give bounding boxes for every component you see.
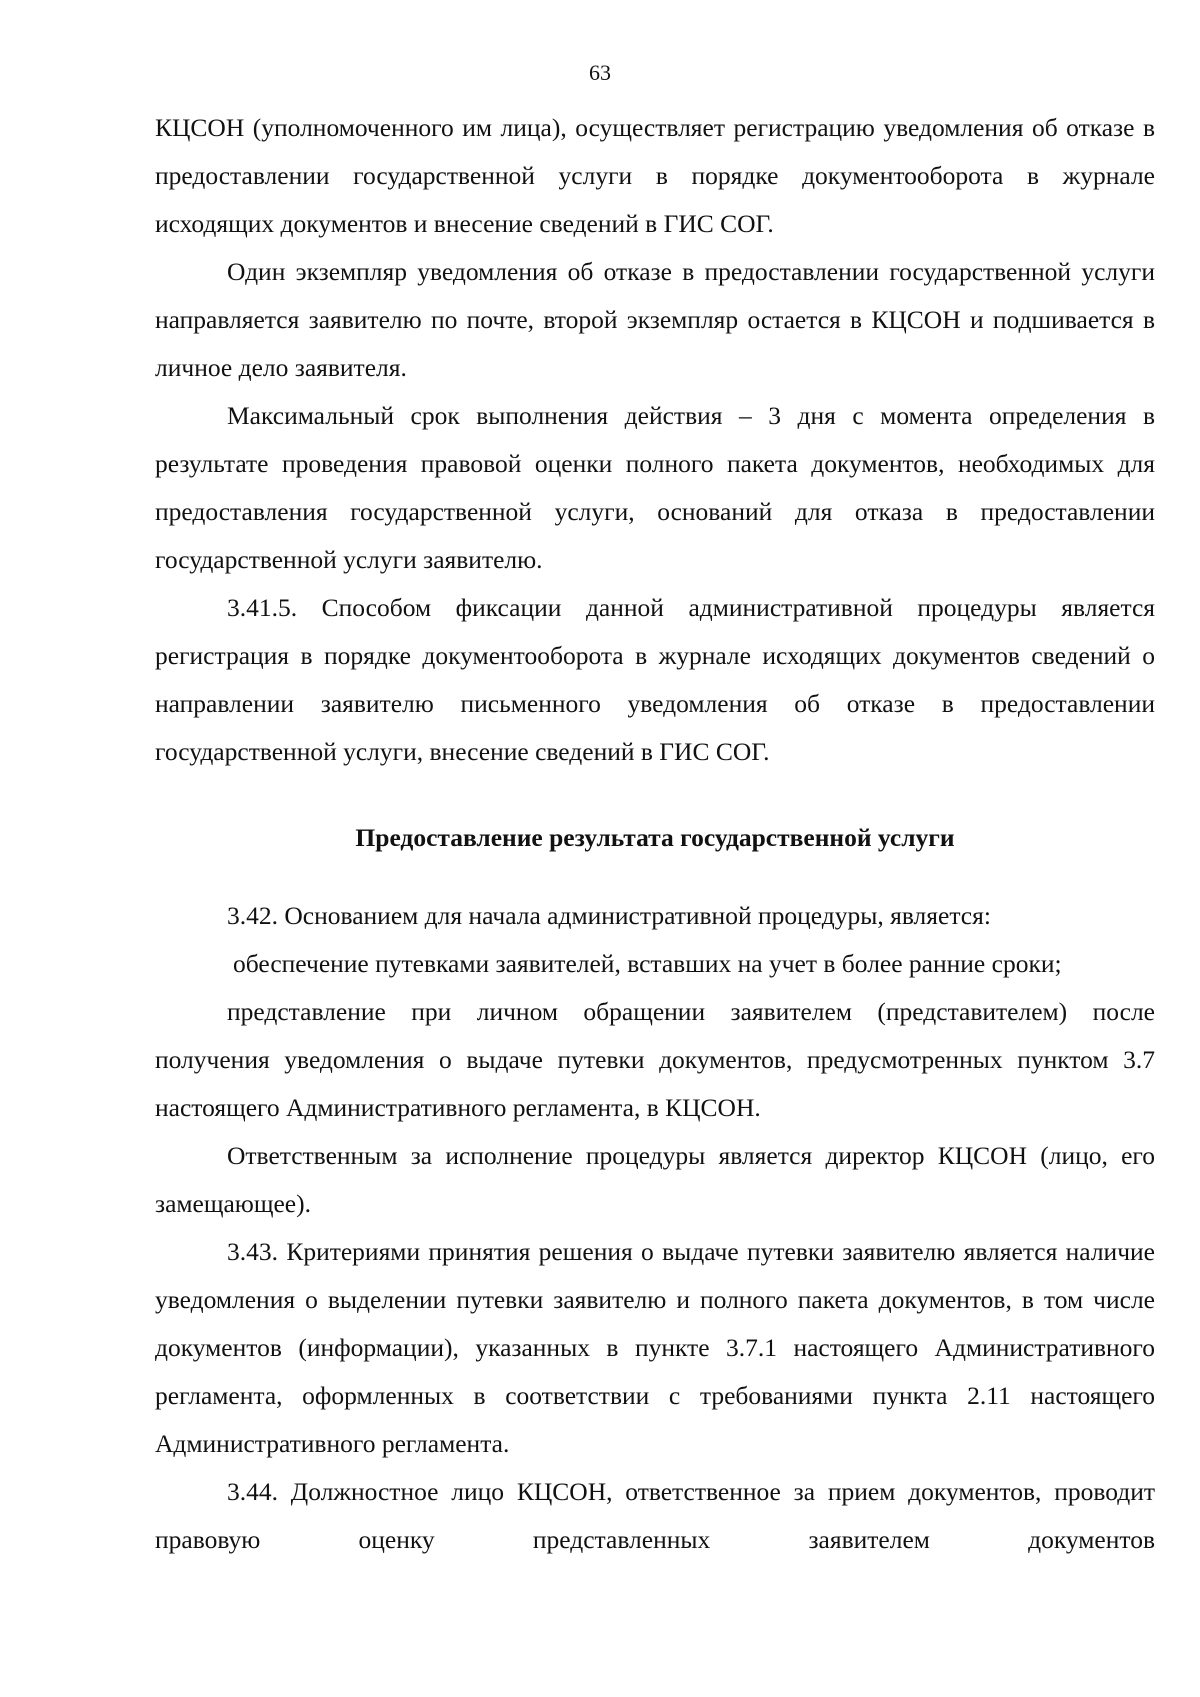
section-heading: Предоставление результата государственной услуги	[355, 823, 955, 852]
paragraph-responsible-director: Ответственным за исполнение процедуры является директор КЦСОН (лицо, его замещающее).	[155, 1141, 1155, 1218]
paragraph-notice-copies: Один экземпляр уведомления об отказе в предоставлении государственной услуги направляется заявителю по почте, второй экземпляр остается в КЦСОН и подшивается в личное дело заявителя.	[155, 257, 1155, 382]
paragraph-registration: КЦСОН (уполномоченного им лица), осуществляет регистрацию уведомления об отказе в предоставлении государственной услуги в порядке документооборота в журнале исходящих документов и внесение сведений в ГИС СОГ.	[155, 113, 1155, 238]
paragraph-3-41-5: 3.41.5. Способом фиксации данной административной процедуры является регистрация в порядке документооборота в журнале исходящих документов сведений о направлении заявителю письменного уведомления об отказе в предоставлении государственной услуги, внесение сведений в ГИС СОГ.	[155, 593, 1155, 766]
paragraph-personal-submission: представление при личном обращении заявителем (представителем) после получения уведомления о выдаче путевки документов, предусмотренных пунктом 3.7 настоящего Административного регламента, в КЦСОН.	[155, 997, 1155, 1122]
paragraph-max-term: Максимальный срок выполнения действия – 3 дня с момента определения в результате проведения правовой оценки полного пакета документов, необходимых для предоставления государственной услуги, оснований для отказа в предоставлении государственной услуги заявителю.	[155, 401, 1155, 574]
document-body	[155, 104, 1155, 1564]
paragraph-3-43: 3.43. Критериями принятия решения о выдаче путевки заявителю является наличие уведомления о выделении путевки заявителю и полного пакета документов, в том числе документов (информации), указанных в пункте 3.7.1 настоящего Административного регламента, оформленных в соответствии с требованиями пункта 2.11 настоящего Административного регламента.	[155, 1237, 1155, 1458]
paragraph-vouchers-provision: обеспечение путевками заявителей, вставших на учет в более ранние сроки;	[233, 949, 1062, 978]
page-number: 63	[589, 60, 611, 85]
paragraph-3-44: 3.44. Должностное лицо КЦСОН, ответственное за прием документов, проводит правовую оценку представленных заявителем документов	[155, 1477, 1155, 1554]
paragraph-3-42: 3.42. Основанием для начала административной процедуры, является:	[227, 901, 991, 930]
